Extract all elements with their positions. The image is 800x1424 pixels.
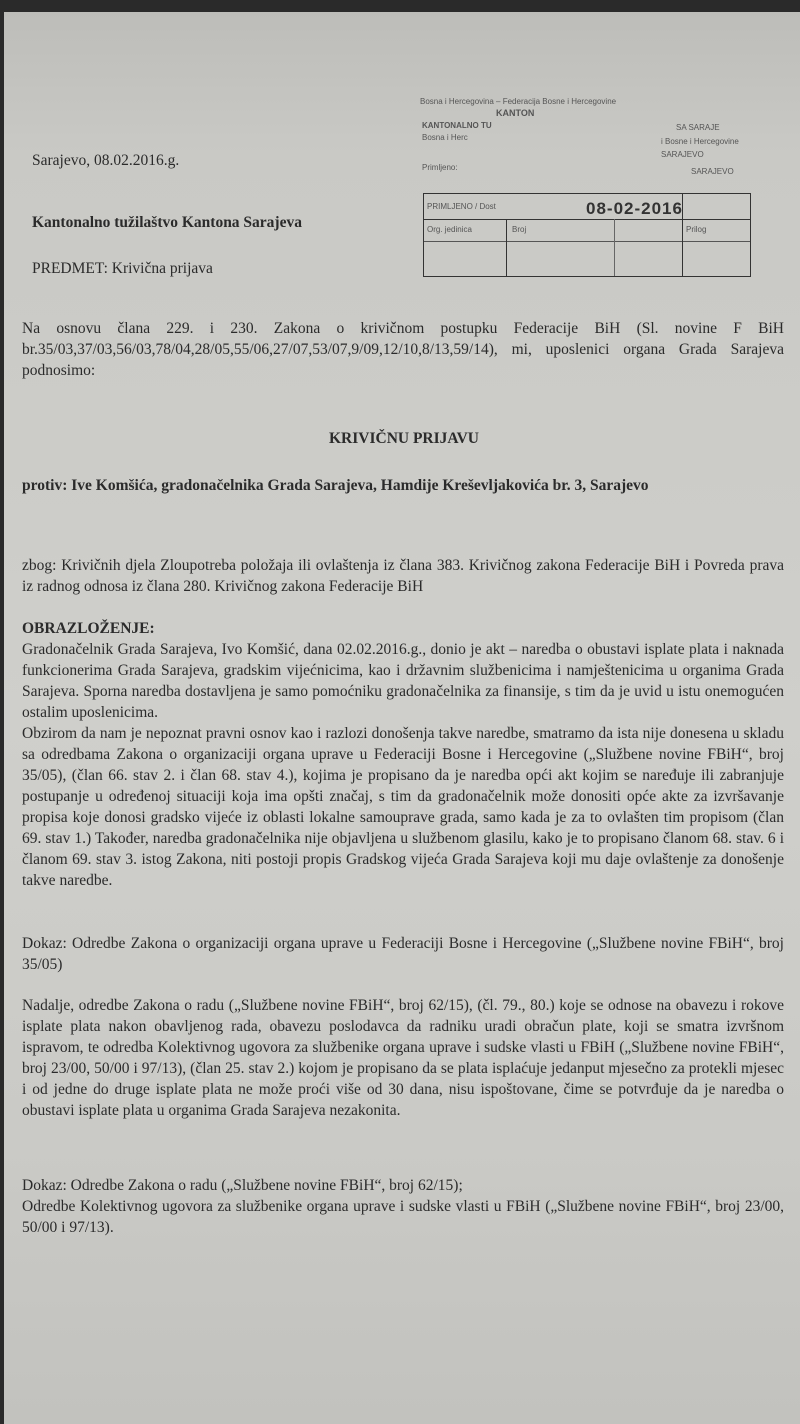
stamp-text: Bosna i Herc — [422, 133, 468, 142]
stamp-text: SARAJEVO — [691, 167, 734, 176]
reasoning-heading: OBRAZLOŽENJE: — [22, 620, 155, 637]
reasoning-paragraph-1: Gradonačelnik Grada Sarajeva, Ivo Komšić, dana 02.02.2016.g., donio je akt – naredba o obustavi isplate plata i naknada funkcionerima Grada Sarajeva, gradskim vijećnicima, kao i državnim službenicima i namještenicima u organima Grada Sarajeva. Sporna naredba dostavljena je samo pomoćniku gradonačelnika za finansije, s tim da je uvid u istu onemogućen ostalim uposlenicima. — [22, 641, 784, 721]
document-page — [4, 12, 800, 1424]
intro-paragraph: Na osnovu člana 229. i 230. Zakona o krivičnom postupku Federacije BiH (Sl. novine F BiH br.35/03,37/03,56/03,78/04,28/05,55/06,27/07,53/07,9/09,12/10,8/13,59/14), mi, uposlenici organa Grada Sarajeva podnosimo: — [22, 320, 784, 379]
stamp-text: SARAJEVO — [661, 150, 704, 159]
recipient: Kantonalno tužilaštvo Kantona Sarajeva — [32, 214, 302, 231]
stamp-text: i Bosne i Hercegovine — [661, 137, 739, 146]
evidence-2-line-1: Dokaz: Odredbe Zakona o radu („Službene novine FBiH“, broj 62/15); — [22, 1177, 463, 1194]
received-date: 08-02-2016 — [586, 199, 683, 218]
stamp-text: Broj — [512, 225, 527, 234]
against-paragraph: protiv: Ive Komšića, gradonačelnika Grada Sarajeva, Hamdije Kreševljakovića br. 3, Sarajevo — [22, 477, 649, 494]
stamp-text: Bosna i Hercegovina – Federacija Bosne i Hercegovine — [420, 97, 617, 106]
place-date: Sarajevo, 08.02.2016.g. — [32, 152, 180, 169]
stamp-text: SA SARAJE — [676, 123, 720, 132]
reasoning-paragraph-2: Obzirom da nam je nepoznat pravni osnov kao i razlozi donošenja takve naredbe, smatramo da ista nije donesena u skladu sa odredbama Zakona o organizaciji organa uprave u Federaciji Bosne i Hercegovine („Službene novine FBiH“, broj 35/05), (član 66. stav 2. i član 68. stav 4.), kojima je propisano da je naredba opći akt kojim se naređuje ili zabranjuje postupanje u određenoj situaciji koja ima opšti značaj, s tim da gradonačelnik može donositi opće akte za izvršavanje propisa koje donosi gradsko vijeće iz oblasti lokalne samouprave grada, samo kada je za to ovlašten tim propisom (član 69. stav 1.) Također, naredba gradonačelnika nije objavljena u službenom glasilu, kako je to propisano članom 68. stav. 6 i članom 69. stav 3. istog Zakona, niti postoji propis Gradskog vijeća Grada Sarajeva koji mu daje ovlaštenje za donošenje takve naredbe. — [22, 725, 784, 889]
evidence-1: Dokaz: Odredbe Zakona o organizaciji organa uprave u Federaciji Bosne i Hercegovine („Službene novine FBiH“, broj 35/05) — [22, 935, 784, 973]
stamp-text: Org. jedinica — [427, 225, 472, 234]
document-title: KRIVIČNU PRIJAVU — [329, 430, 479, 447]
subject: PREDMET: Krivična prijava — [32, 260, 213, 277]
further-paragraph: Nadalje, odredbe Zakona o radu („Službene novine FBiH“, broj 62/15), (čl. 79., 80.) koje se odnose na obavezu i rokove isplate plata nakon obavljenog rada, obavezu poslodavca da radniku uradi obračun plate, koji se smatra izvršnom ispravom, te odredba Kolektivnog ugovora za službenike organa uprave i sudske vlasti u FBiH („Službene novine FBiH“, broj 23/00, 50/00 i 97/13), (član 25. stav 2.) kojom je propisano da se plata isplaćuje jedanput mjesečno za protekli mjesec i od jedne do druge isplate plata ne može proći više od 30 dana, nisu ispoštovane, čime se potvrđuje da je naredba o obustavi isplate plata u organima Grada Sarajeva nezakonita. — [22, 997, 784, 1119]
received-stamp — [416, 95, 756, 281]
stamp-text: KANTONALNO TU — [422, 121, 492, 130]
stamp-text: Primljeno: — [422, 163, 458, 172]
stamp-text: Prilog — [686, 225, 707, 234]
because-paragraph: zbog: Krivičnih djela Zloupotreba položaja ili ovlaštenja iz člana 383. Krivičnog zakona Federacije BiH i Povreda prava iz radnog odnosa iz člana 280. Krivičnog zakona Federacije BiH — [22, 557, 784, 595]
evidence-2-line-2: Odredbe Kolektivnog ugovora za službenike organa uprave i sudske vlasti u FBiH („Službene novine FBiH“, broj 23/00, 50/00 i 97/13). — [22, 1198, 784, 1236]
stamp-text: KANTON — [496, 108, 535, 118]
stamp-text: PRIMLJENO / Dost — [427, 202, 496, 211]
